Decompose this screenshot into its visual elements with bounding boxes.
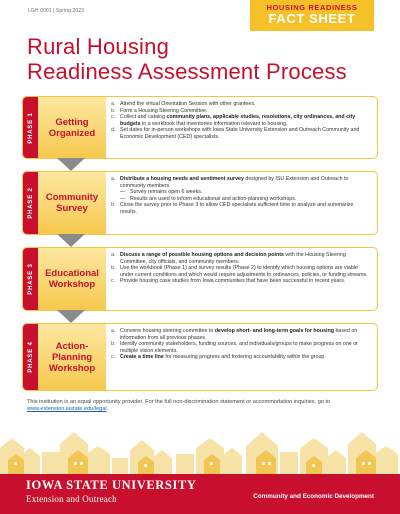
list-item-letter: a.	[111, 252, 116, 258]
fact-sheet-badge	[250, 0, 374, 31]
list-item-text-bold: develop short- and long-term goals for housing	[214, 328, 334, 334]
sub-bullet-item	[111, 196, 371, 203]
list-item	[111, 108, 371, 115]
down-arrow-icon	[57, 158, 85, 171]
phase-1-label: Getting Organized	[48, 116, 96, 139]
list-item	[111, 202, 371, 215]
phase-1-box	[22, 96, 378, 159]
list-item	[111, 252, 371, 265]
list-item-text	[120, 252, 371, 265]
phase-3-tab	[23, 248, 38, 310]
page-title	[27, 34, 377, 84]
list-item-letter: a.	[111, 176, 116, 182]
list-item-letter: c.	[111, 114, 116, 121]
phase-4-label: Action- Planning Workshop	[48, 340, 96, 374]
list-item-text-bold: Discuss a range of possible housing options and decision points	[120, 252, 284, 258]
sub-bullet-text: Results are used to inform educational and action-planning workshops.	[130, 195, 297, 202]
list-item-letter: a.	[111, 101, 116, 107]
list-item-letter: b.	[111, 341, 116, 348]
phase-1-tab	[23, 97, 38, 158]
list-item-text: Attend the virtual Orientation Session with other grantees.	[120, 101, 256, 107]
phase-4-label-panel	[38, 324, 106, 390]
list-item	[111, 278, 371, 285]
phase-3-label-panel	[38, 248, 106, 310]
phase-4-content	[111, 328, 371, 361]
phase-4-tab-label: PHASE 4	[27, 341, 34, 373]
list-item-letter: b.	[111, 265, 116, 272]
phase-2-label: Community Survey	[45, 192, 99, 214]
iowa-state-logo	[26, 478, 197, 504]
legal-link[interactable]: www.extension.iastate.edu/legal	[27, 406, 107, 412]
list-item-text	[120, 354, 371, 361]
disclaimer-end: .	[106, 406, 109, 412]
title-line-2: Readiness Assessment Process	[27, 59, 347, 84]
phase-3-label: Educational Workshop	[45, 268, 99, 290]
phase-3-box	[22, 247, 378, 311]
footer-bar	[0, 474, 400, 514]
down-arrow-icon	[57, 310, 85, 323]
list-item-letter: b.	[111, 202, 116, 209]
list-item	[111, 101, 371, 108]
house-skyline-illustration	[0, 418, 400, 474]
list-item-letter: b.	[111, 107, 116, 114]
disclaimer	[27, 399, 377, 413]
list-item	[111, 354, 371, 361]
phase-3-content	[111, 252, 371, 285]
list-item-letter: d.	[111, 127, 116, 134]
phase-2-tab-label: PHASE 2	[27, 187, 34, 219]
badge-title: FACT SHEET	[268, 11, 356, 26]
list-item-text-post: with the Housing Steering Committee, city officials, and community members.	[120, 252, 346, 265]
list-item-text-post: designed by ISU Extension and Outreach to community members.	[120, 176, 349, 189]
phase-1-tab-label: PHASE 1	[27, 111, 34, 144]
title-line-1: Rural Housing	[27, 34, 170, 59]
list-item-text-pre: Convene housing steering committee to	[120, 328, 215, 334]
list-item	[111, 114, 371, 127]
logo-subtitle: Extension and Outreach	[26, 494, 117, 504]
list-item-text: Use the workbook (Phase 1) and survey results (Phase 2) to identify which housing options are viable under current conditions and which would require adjustments to ordinances, policies, or funding streams.	[120, 265, 368, 278]
list-item-text: Form a Housing Steering Committee.	[120, 107, 208, 114]
list-item-text	[120, 328, 371, 341]
list-item-text-post: in a workbook that inventories information relevant to housing.	[140, 120, 288, 127]
phase-2-tab	[23, 172, 38, 234]
document-id: LGH 0001 | Spring 2023	[28, 8, 85, 14]
list-item-text-bold: Distribute a housing needs and sentiment survey	[120, 176, 244, 182]
dash-bullet-icon: —	[120, 189, 126, 196]
list-item-text: Close the survey prior to Phase 3 to allow CED specialists sufficient time to analyze and summarize results.	[120, 202, 354, 215]
phase-4-tab	[23, 324, 38, 390]
list-item-text-bold: Create a time line	[120, 354, 164, 361]
logo-name: IOWA STATE UNIVERSITY	[26, 478, 197, 492]
sub-bullet-item	[111, 189, 371, 196]
list-item-text-bold: community plans, applicable studies, resolutions, city ordinances, and city budgets	[120, 114, 356, 127]
dash-bullet-icon: —	[120, 195, 126, 202]
list-item-letter: c.	[111, 278, 116, 285]
disclaimer-text: This institution is an equal opportunity provider. For the full non-discrimination statement or accommodation inquiries, go to	[27, 399, 331, 405]
list-item-text: Set dates for in-person workshops with Iowa State University Extension and Outreach Community and Economic Development (CED) specialists.	[120, 127, 360, 140]
list-item-text-post: based on information from all previous phases.	[120, 328, 358, 341]
badge-subtitle: HOUSING READINESS	[266, 3, 358, 12]
list-item-text: Identify community stakeholders, funding sources, and individuals/groups to make progress on one or multiple vision elements.	[120, 341, 358, 354]
phase-2-label-panel	[38, 172, 106, 234]
ced-unit-name: Community and Economic Development	[253, 493, 374, 500]
sub-bullet-text: Survey remains open 6 weeks.	[130, 189, 203, 196]
list-item-text	[120, 176, 371, 189]
down-arrow-icon	[57, 234, 85, 247]
phase-2-content	[111, 176, 371, 216]
list-item-text	[120, 114, 371, 127]
list-item	[111, 127, 371, 140]
phase-1-content	[111, 101, 371, 141]
phase-4-box	[22, 323, 378, 391]
list-item-text: Provide housing case studies from Iowa communities that have been successful in recent years.	[120, 278, 346, 285]
phase-2-box	[22, 171, 378, 235]
list-item-text-post: for measuring progress and fostering accountability within the group.	[163, 354, 326, 361]
list-item-letter: a.	[111, 328, 116, 334]
list-item	[111, 341, 371, 354]
list-item	[111, 176, 371, 189]
phase-3-tab-label: PHASE 3	[27, 263, 34, 295]
list-item-text-pre: Collect and catalog	[120, 114, 167, 121]
list-item-letter: c.	[111, 354, 116, 361]
list-item	[111, 265, 371, 278]
phase-1-label-panel	[38, 97, 106, 158]
list-item	[111, 328, 371, 341]
